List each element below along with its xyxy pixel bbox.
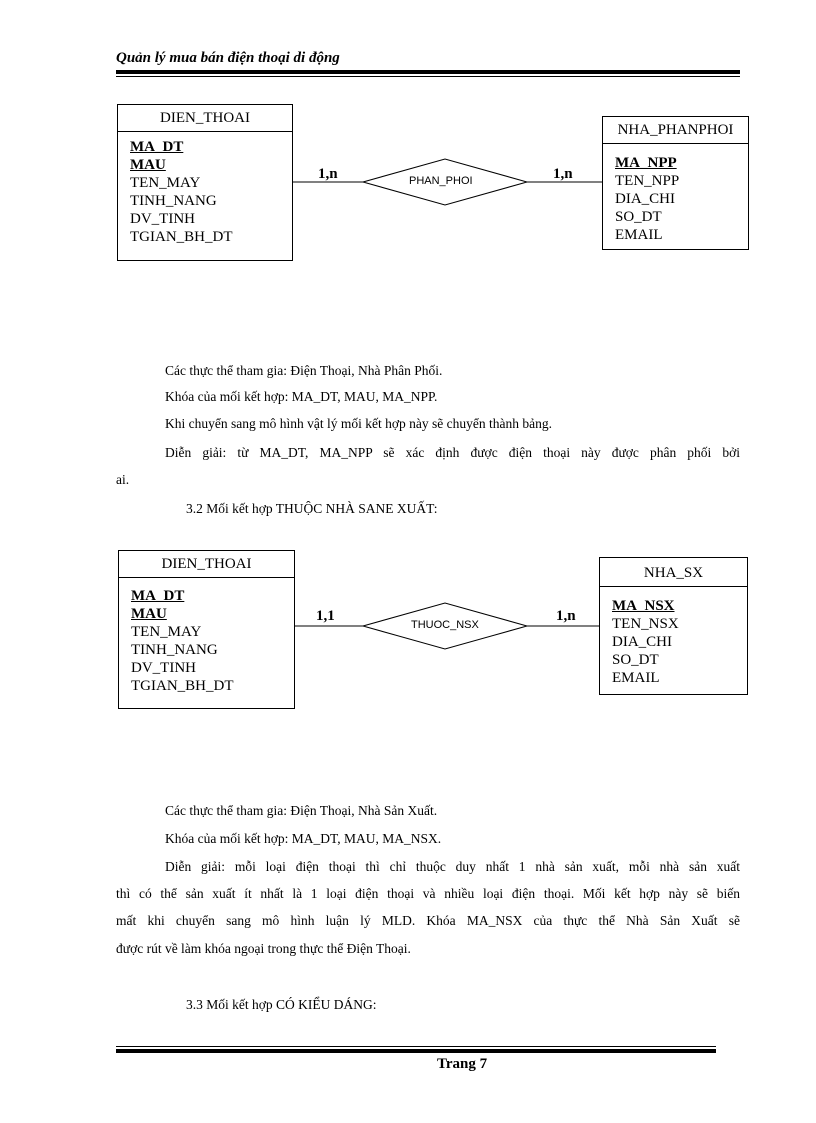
- attribute: TEN_NSX: [612, 616, 679, 632]
- attribute: SO_DT: [615, 209, 662, 225]
- attribute: DIA_CHI: [612, 634, 672, 650]
- attribute: TEN_NPP: [615, 173, 680, 189]
- paragraph-line: thì có thể sản xuất ít nhất là 1 loại điện thoại và nhiều loại điện thoại. Mối kết hợp này sẽ biến: [116, 886, 740, 901]
- entity-nha-sx: [599, 557, 748, 695]
- attribute: SO_DT: [612, 652, 659, 668]
- paragraph-line: Diễn giải: từ MA_DT, MA_NPP sẽ xác định được điện thoại này được phân phối bởi: [165, 445, 740, 460]
- paragraph-line: ai.: [116, 472, 130, 487]
- section-heading-3-3: 3.3 Mối kết hợp CÓ KIỂU DÁNG:: [186, 997, 377, 1012]
- entity-attributes: [603, 144, 748, 244]
- entity-nha-phanphoi: [602, 116, 749, 250]
- paragraph-line: Các thực thể tham gia: Điện Thoại, Nhà Phân Phối.: [165, 363, 443, 378]
- relationship-label: PHAN_PHOI: [409, 175, 473, 187]
- attribute-key: MAU: [130, 157, 166, 173]
- section-heading-3-2: 3.2 Mối kết hợp THUỘC NHÀ SANE XUẤT:: [186, 501, 438, 516]
- relationship-label: THUOC_NSX: [411, 619, 479, 631]
- paragraph-line: được rút về làm khóa ngoại trong thực thể Điện Thoại.: [116, 941, 411, 956]
- footer-rule-thin: [116, 1046, 716, 1047]
- attribute: TINH_NANG: [131, 642, 218, 658]
- attribute-key: MA_DT: [130, 139, 184, 155]
- entity-dien-thoai: [118, 550, 295, 709]
- entity-attributes: [600, 587, 747, 687]
- attribute: TINH_NANG: [130, 193, 217, 209]
- paragraph-line: Các thực thể tham gia: Điện Thoại, Nhà Sản Xuất.: [165, 803, 438, 818]
- attribute-key: MA_NPP: [615, 155, 677, 171]
- attribute: EMAIL: [612, 670, 660, 686]
- attribute: EMAIL: [615, 227, 663, 243]
- entity-attributes: [119, 578, 294, 695]
- attribute-key: MA_NSX: [612, 598, 675, 614]
- footer-rule-thick: [116, 1049, 716, 1053]
- cardinality-left: 1,1: [316, 608, 335, 624]
- entity-name: DIEN_THOAI: [118, 105, 292, 132]
- page-number: Trang 7: [437, 1056, 488, 1072]
- attribute: TEN_MAY: [131, 624, 202, 640]
- entity-name: NHA_SX: [600, 558, 747, 587]
- paragraph-line: Diễn giải: mỗi loại điện thoại thì chỉ thuộc duy nhất 1 nhà sản xuất, mỗi nhà sản xuất: [165, 859, 740, 874]
- paragraph-line: Khóa của mối kết hợp: MA_DT, MAU, MA_NSX.: [165, 831, 442, 846]
- attribute: TGIAN_BH_DT: [131, 678, 234, 694]
- paragraph-line: mất khi chuyển sang mô hình luận lý MLD. Khóa MA_NSX của thực thể Nhà Sản Xuất sẽ: [116, 913, 740, 928]
- attribute: TGIAN_BH_DT: [130, 229, 233, 245]
- attribute: DIA_CHI: [615, 191, 675, 207]
- cardinality-left: 1,n: [318, 166, 338, 182]
- attribute-key: MAU: [131, 606, 167, 622]
- entity-attributes: [118, 132, 292, 246]
- attribute-key: MA_DT: [131, 588, 185, 604]
- paragraph-line: Khi chuyển sang mô hình vật lý mối kết hợp này sẽ chuyển thành bảng.: [165, 416, 552, 431]
- cardinality-right: 1,n: [553, 166, 573, 182]
- attribute: DV_TINH: [131, 660, 196, 676]
- entity-dien-thoai: [117, 104, 293, 261]
- document-header-title: Quản lý mua bán điện thoại di động: [116, 50, 340, 66]
- cardinality-right: 1,n: [556, 608, 576, 624]
- entity-name: NHA_PHANPHOI: [603, 117, 748, 144]
- attribute: DV_TINH: [130, 211, 195, 227]
- attribute: TEN_MAY: [130, 175, 201, 191]
- entity-name: DIEN_THOAI: [119, 551, 294, 578]
- paragraph-line: Khóa của mối kết hợp: MA_DT, MAU, MA_NPP.: [165, 389, 438, 404]
